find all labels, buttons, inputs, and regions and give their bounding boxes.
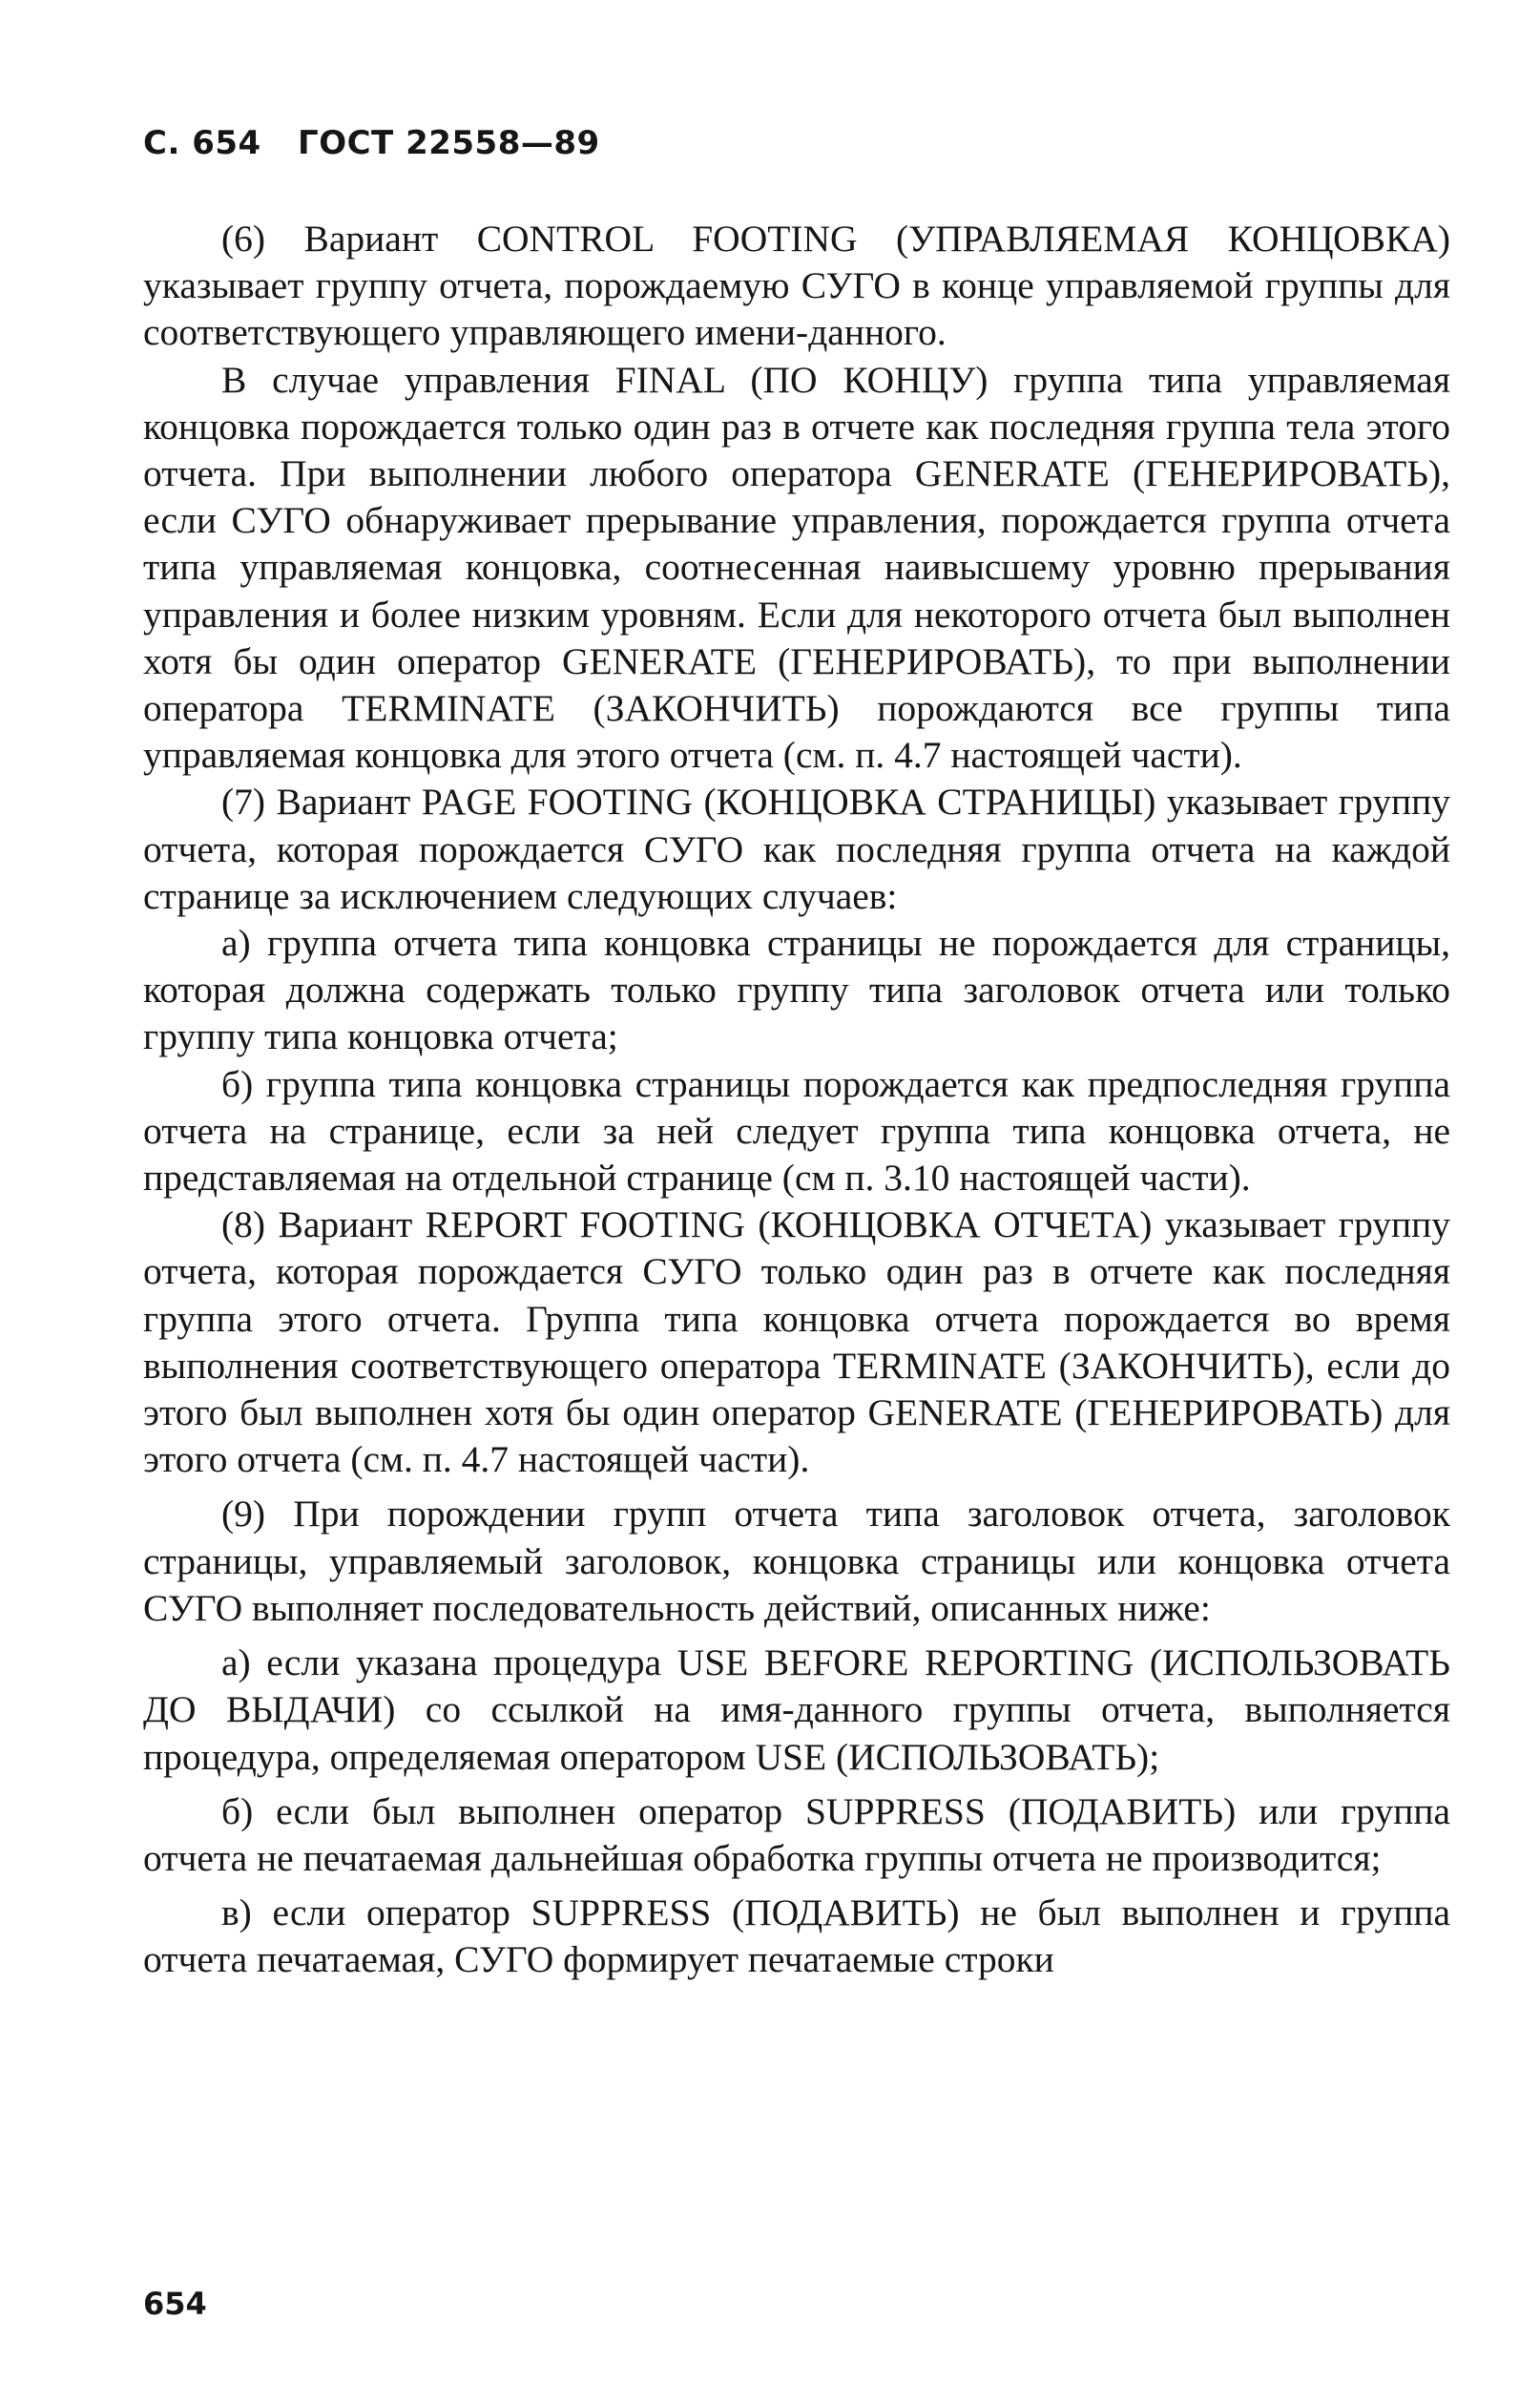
paragraph: а) группа отчета типа концовка страницы не порождается для страницы, которая должна содержать только группу типа заголовок отчета или только группу типа концовка отчета;	[143, 922, 1450, 1058]
paragraph: в) если оператор SUPPRESS (ПОДАВИТЬ) не был выполнен и группа отчета печатаемая, СУГО формирует печатаемые строки	[143, 1891, 1450, 1981]
paragraph: б) группа типа концовка страницы порождается как предпоследняя группа отчета на странице, если за ней следует группа типа концовка отчета, не представляемая на отдельной странице (см п. 3.10 настоящей части).	[143, 1062, 1450, 1200]
paragraph: а) если указана процедура USE BEFORE REPORTING (ИСПОЛЬЗОВАТЬ ДО ВЫДАЧИ) со ссылкой на имя-данного группы отчета, выполняется процедура, определяемая оператором USE (ИСПОЛЬЗОВАТЬ);	[143, 1641, 1450, 1778]
page-header	[143, 124, 1450, 162]
paragraph: (6) Вариант CONTROL FOOTING (УПРАВЛЯЕМАЯ КОНЦОВКА) указывает группу отчета, порождаемую СУГО в конце управляемой группы для соответствующего управляющего имени-данного.	[143, 218, 1450, 354]
document-page	[143, 124, 1450, 2319]
page-number: 654	[143, 2286, 207, 2322]
paragraph: В случае управления FINAL (ПО КОНЦУ) группа типа управляемая концовка порождается только один раз в отчете как последняя группа тела этого отчета. При выполнении любого оператора GENERATE (ГЕНЕРИРОВАТЬ), если СУГО обнаруживает прерывание управления, порождается группа отчета типа управляемая концовка, соотнесенная наивысшему уровню прерывания управления и более низким уровням. Если для некоторого отчета был выполнен хотя бы один оператор GENERATE (ГЕНЕРИРОВАТЬ), то при выполнении оператора TERMINATE (ЗАКОНЧИТЬ) порождаются все группы типа управляемая концовка для этого отчета (см. п. 4.7 настоящей части).	[143, 358, 1450, 777]
paragraph: б) если был выполнен оператор SUPPRESS (ПОДАВИТЬ) или группа отчета не печатаемая дальнейшая обработка группы отчета не производится;	[143, 1789, 1450, 1879]
page-header-standard: ГОСТ 22558—89	[298, 124, 600, 162]
paragraph: (8) Вариант REPORT FOOTING (КОНЦОВКА ОТЧЕТА) указывает группу отчета, которая порождается СУГО только один раз в отчете как последняя группа этого отчета. Группа типа концовка отчета порождается во время выполнения соответствующего оператора TERMINATE (ЗАКОНЧИТЬ), если до этого был выполнен хотя бы один оператор GENERATE (ГЕНЕРИРОВАТЬ) для этого отчета (см. п. 4.7 настоящей части).	[143, 1203, 1450, 1481]
paragraph: (7) Вариант PAGE FOOTING (КОНЦОВКА СТРАНИЦЫ) указывает группу отчета, которая порождается СУГО как последняя группа отчета на каждой странице за исключением следующих случаев:	[143, 781, 1450, 917]
paragraph: (9) При порождении групп отчета типа заголовок отчета, заголовок страницы, управляемый заголовок, концовка страницы или концовка отчета СУГО выполняет последовательность действий, описанных ниже:	[143, 1493, 1450, 1629]
body-text	[143, 216, 1450, 1984]
page-header-prefix: С. 654	[143, 124, 261, 162]
